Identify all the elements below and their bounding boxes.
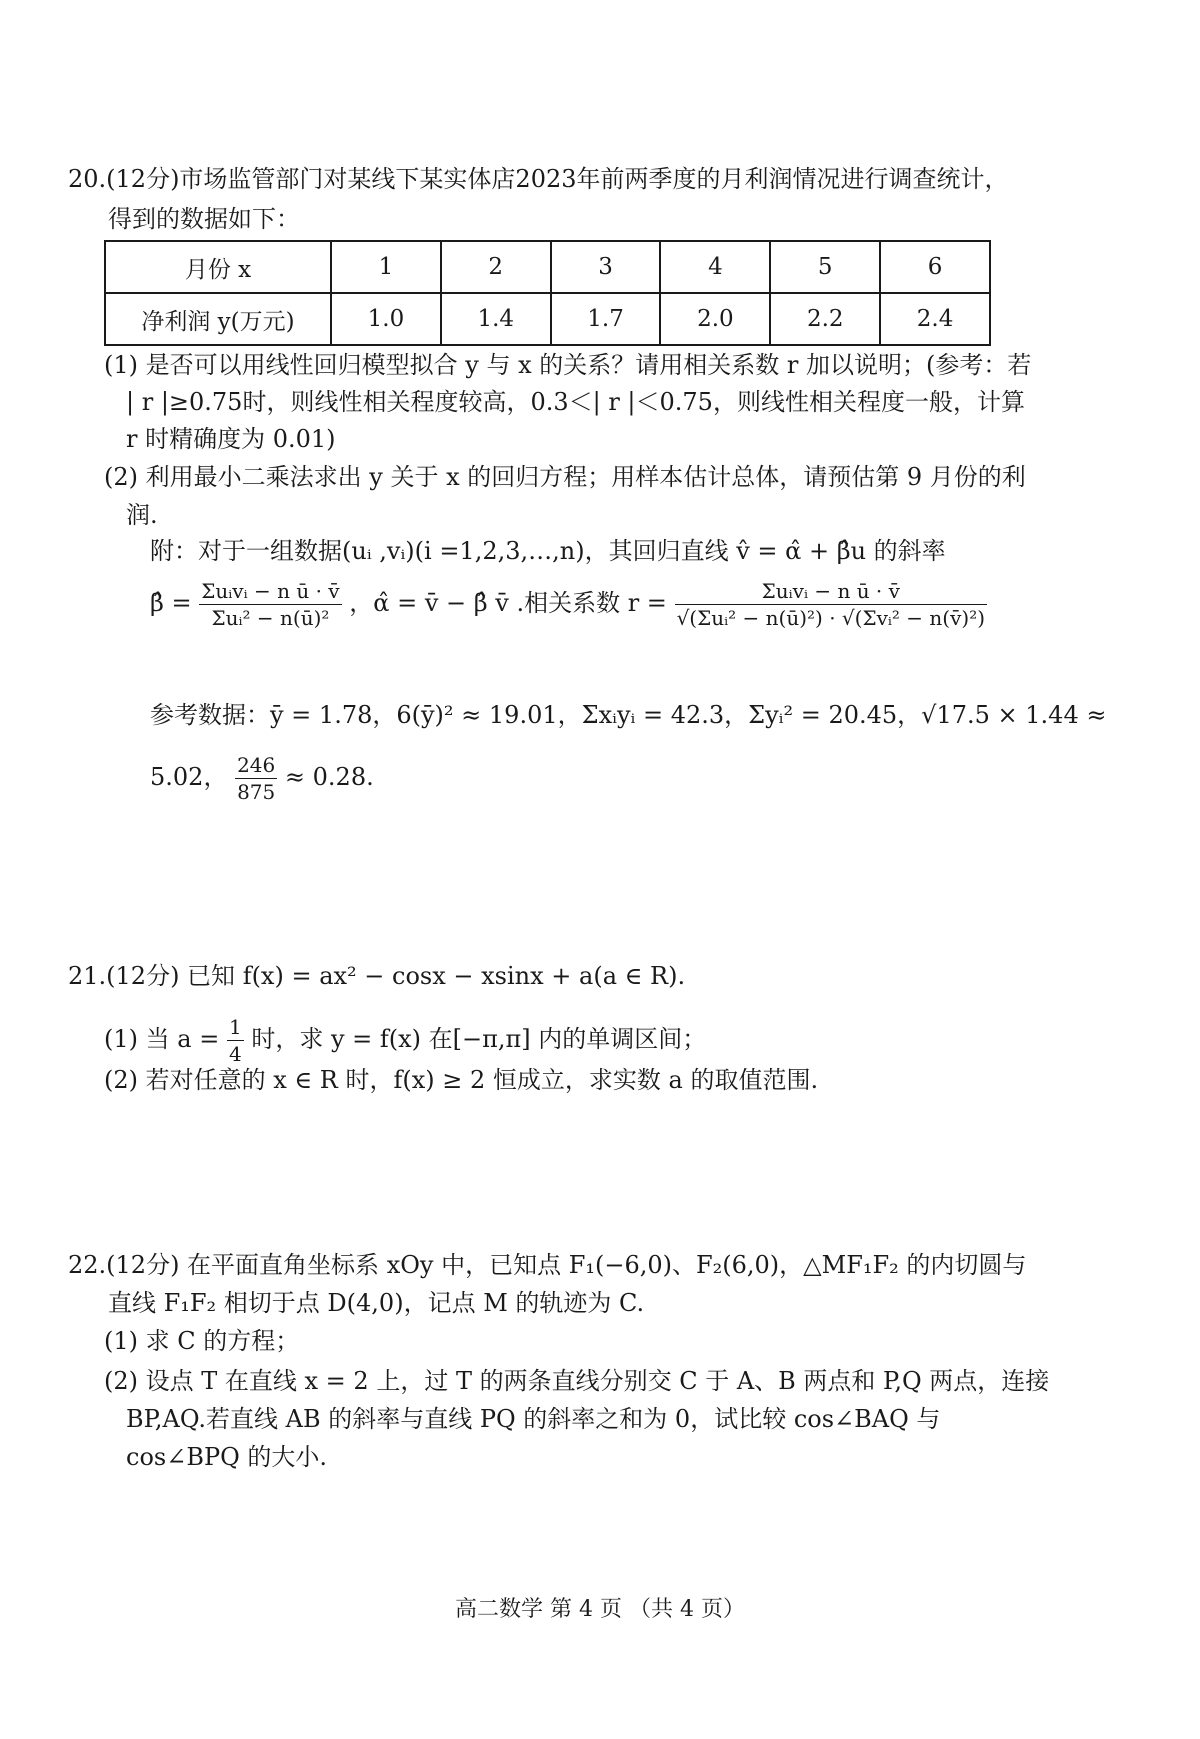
beta-numerator: Σuᵢvᵢ − n ū · v̄ bbox=[201, 579, 340, 603]
profit-cell: 2.2 bbox=[770, 293, 880, 345]
quarter-denominator: 4 bbox=[228, 1042, 242, 1066]
table-row bbox=[105, 293, 990, 345]
regression-formula bbox=[150, 578, 1070, 698]
q20-stem-line2: 得到的数据如下： bbox=[108, 205, 300, 233]
q22-part2-line3: cos∠BPQ 的大小. bbox=[126, 1443, 328, 1471]
q21-stem: 21.(12分) 已知 f(x) = ax² − cosx − xsinx + a(a ∈ R). bbox=[68, 962, 686, 990]
q20-data-table bbox=[104, 240, 991, 346]
profit-cell: 1.0 bbox=[331, 293, 441, 345]
month-header: 月份 x bbox=[105, 241, 331, 293]
ref-fraction-denominator: 875 bbox=[237, 780, 276, 804]
q21-part2: (2) 若对任意的 x ∈ R 时，f(x) ≥ 2 恒成立，求实数 a 的取值范围. bbox=[104, 1066, 819, 1094]
q20-part1-line2: | r |≥0.75时，则线性相关程度较高，0.3＜| r |＜0.75，则线性相关程度一般，计算 bbox=[126, 388, 1025, 416]
month-cell: 4 bbox=[660, 241, 770, 293]
q22-part2-line2: BP,AQ.若直线 AB 的斜率与直线 PQ 的斜率之和为 0，试比较 cos∠BAQ 与 bbox=[126, 1405, 941, 1433]
beta-label: β̂ = bbox=[150, 589, 192, 617]
month-cell: 1 bbox=[331, 241, 441, 293]
month-cell: 6 bbox=[880, 241, 990, 293]
alpha-and-r-label: ，α̂ = v̄ − β̂ v̄ .相关系数 r = bbox=[349, 589, 667, 617]
month-cell: 2 bbox=[441, 241, 551, 293]
r-numerator: Σuᵢvᵢ − n ū · v̄ bbox=[675, 578, 987, 605]
ref-value: 5.02， bbox=[150, 763, 228, 791]
q22-stem-line2: 直线 F₁F₂ 相切于点 D(4,0)，记点 M 的轨迹为 C. bbox=[108, 1289, 645, 1317]
profit-cell: 2.0 bbox=[660, 293, 770, 345]
r-denominator: √(Σuᵢ² − n(ū)²) · √(Σvᵢ² − n(v̄)²) bbox=[676, 606, 986, 630]
q22-stem-line1: 22.(12分) 在平面直角坐标系 xOy 中，已知点 F₁(−6,0)、F₂(6,0)，△MF₁F₂ 的内切圆与 bbox=[68, 1251, 1027, 1279]
profit-cell: 1.4 bbox=[441, 293, 551, 345]
q20-appendix: 附：对于一组数据(uᵢ ,vᵢ)(i =1,2,3,…,n)，其回归直线 v̂ = α̂ + β̂u 的斜率 bbox=[150, 537, 946, 565]
q21-part1 bbox=[104, 1014, 706, 1067]
beta-fraction bbox=[199, 578, 341, 631]
r-fraction bbox=[675, 578, 987, 631]
beta-denominator: Σuᵢ² − n(ū)² bbox=[211, 606, 330, 630]
profit-header: 净利润 y(万元) bbox=[105, 293, 331, 345]
profit-cell: 2.4 bbox=[880, 293, 990, 345]
q20-stem-line1: 20.(12分)市场监管部门对某线下某实体店2023年前两季度的月利润情况进行调查统计， bbox=[68, 165, 1009, 193]
q22-part2-line1: (2) 设点 T 在直线 x = 2 上，过 T 的两条直线分别交 C 于 A、B 两点和 P,Q 两点，连接 bbox=[104, 1367, 1050, 1395]
q20-reference-data-line2 bbox=[150, 752, 374, 805]
ref-fraction-numerator: 246 bbox=[237, 753, 276, 777]
q20-part2-line1: (2) 利用最小二乘法求出 y 关于 x 的回归方程；用样本估计总体，请预估第 9 月份的利 bbox=[104, 463, 1026, 491]
month-cell: 3 bbox=[551, 241, 661, 293]
quarter-numerator: 1 bbox=[228, 1015, 242, 1039]
table-row bbox=[105, 241, 990, 293]
q21-part1-b: 时，求 y = f(x) 在[−π,π] 内的单调区间； bbox=[251, 1025, 707, 1053]
q20-part1-line3: r 时精确度为 0.01) bbox=[126, 425, 336, 453]
profit-cell: 1.7 bbox=[551, 293, 661, 345]
q20-part2-line2: 润. bbox=[126, 501, 158, 529]
month-cell: 5 bbox=[770, 241, 880, 293]
q21-part1-a: (1) 当 a = bbox=[104, 1025, 220, 1053]
q20-part1-line1: (1) 是否可以用线性回归模型拟合 y 与 x 的关系？请用相关系数 r 加以说明；(参考：若 bbox=[104, 351, 1032, 379]
q20-reference-data-line1: 参考数据：ȳ = 1.78，6(ȳ)² ≈ 19.01，Σxᵢyᵢ = 42.3，Σyᵢ² = 20.45，√17.5 × 1.44 ≈ bbox=[150, 701, 1107, 729]
ref-approx: ≈ 0.28. bbox=[284, 763, 374, 791]
q22-part1: (1) 求 C 的方程； bbox=[104, 1327, 300, 1355]
ref-fraction bbox=[235, 752, 277, 805]
quarter-fraction bbox=[227, 1014, 244, 1067]
page-footer: 高二数学 第 4 页 （共 4 页） bbox=[455, 1597, 745, 1622]
